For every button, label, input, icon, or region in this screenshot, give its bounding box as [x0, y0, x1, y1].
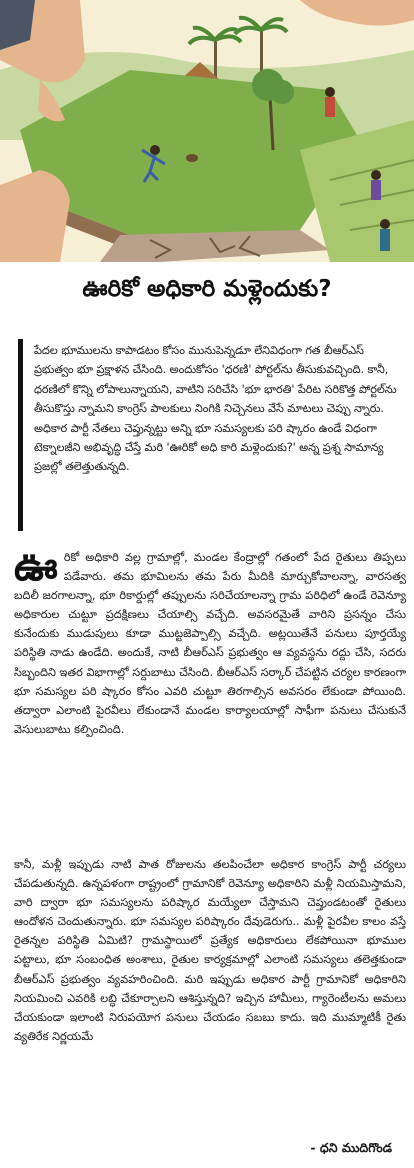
farmer-figure-icon — [380, 219, 390, 251]
article-headline: ఊరికో అధికారి మళ్లెందుకు? — [82, 276, 332, 302]
farmer-figure-icon — [371, 170, 381, 200]
article-intro: పేదల భూములను కాపాడటం కోసం మునుపెన్నడూ లేనివిధంగా గత బీఆర్‌ఎస్‌ ప్రభుత్వం భూ ప్రక్షాళన చేసింది. అందుకోసం 'ధరణి' పోర్టల్‌ను తీసుకువచ్చింది. కానీ, ధరణిలో కొన్ని లోపాలున్నాయని, వాటిని సరిచేసి 'భూ భారతి' పేరిట సరికొత్త పోర్టల్‌ను తీసుకొస్తు న్నామని కాంగ్రెస్‌ పాలకులు నింగికి నిచ్చెనలు వేసే మాటలు చెప్పు న్నారు. అధికార పార్టీ నేతలు చెప్తున్నట్టు అన్ని భూ సమస్యలకు పరి ష్కారం ఉండే విధంగా టెక్నాలజీని అభివృద్ధి చేస్తే మరి 'ఊరికో అధి కారి మళ్లెందుకు?' అన్న ప్రశ్న సామాన్య ప్రజల్లో తలెత్తుతున్నది. — [34, 344, 397, 474]
author-byline: - ధని ముదిగొండ — [310, 1140, 392, 1155]
paragraph-1-text: రికో అధికారి వల్ల గ్రామాల్లో, మండల కేంద్రాల్లో గతంలో పేద రైతులు తిప్పలు పడేవారు. తమ భూమిలను తమ పేరు మీదికి మార్చుకోవాలన్నా, వారసత్వ బదిలీ జరగాలన్నా, భూ రికార్డుల్లో తప్పులను సరిచేయాలన్నా గ్రామ పరిధిలో ఉండే రెవెన్యూ అధికారుల చుట్టూ ప్రదక్షిణలు చేయాల్సి వచ్చేది. అవసరమైతే వారిని ప్రసన్నం చేసు కునేందుకు ముడుపులు కూడా ముట్టజెప్పాల్సి వచ్చేది. అట్లయితేనే పనులు పూర్తయ్యే పరిస్థితి నాడు ఉండేది. అందుకే, నాటి బీఆర్‌ఎస్‌ ప్రభుత్వం ఆ వ్యవస్థను రద్దు చేసి, సదరు సిబ్బందిని ఇతర విభాగాల్లో సర్దుబాటు చేసింది. బీఆర్‌ఎస్‌ సర్కార్‌ చేపట్టిన చర్యల కారణంగా భూ సమస్యల పరి ష్కారం కోసం ఎవరి చుట్టూ తిరగాల్సిన అవసరం లేకుండా పోయింది. తద్వారా ఎలాంటి పైరవీలు లేకుండానే మండల కార్యాలయాల్లో సాఫీగా పనులు చేసుకునే వెసులుబాటు కల్పించింది. — [14, 551, 406, 736]
farmer-figure-icon — [325, 87, 335, 117]
hand-icon — [0, 170, 70, 262]
article-paragraph-1 — [14, 544, 406, 739]
drop-cap: ఊ — [14, 544, 58, 590]
article-illustration — [0, 0, 414, 262]
article-paragraph-2: కానీ, మళ్లీ ఇప్పుడు నాటి పాత రోజులను తలపించేలా అధికార కాంగ్రెస్‌ పార్టీ చర్యలు చేపడుతున్నది. ఉన్నపళంగా రాష్ట్రంలో గ్రామానికో రెవెన్యూ అధికారిని మళ్లీ నియమిస్తామని, వారి ద్వారా భూ సమస్యలను పరిష్కార మయ్యేలా చేస్తామని చెప్తుండటంతో రైతులు ఆందోళన చెందుతున్నారు. భూ సమస్యల పరిష్కారం దేవుడెరుగు.. మళ్లీ పైరవీల కాలం వస్తే రైతన్నల పరిస్థితి ఏమిటి? గ్రామస్థాయిలో ప్రత్యేక అధికారులు లేకపోయినా భూముల పట్టాలు, భూ సంబంధిత అంశాలు, రైతుల కార్యక్రమాల్లో ఎలాంటి సమస్యలు తలెత్తకుండా బీఆర్‌ఎస్‌ ప్రభుత్వం వ్యవహరించింది. మరి ఇప్పుడు అధికార పార్టీ గ్రామానికో అధికారిని నియమించి ఎవరికి లబ్ధి చేకూర్చాలని ఆశిస్తున్నది? ఇచ్చిన హామీలు, గ్యారెంటీలను అమలు చేయకుండా ఇలాంటి నిరుపయోగ పనులు చేయడం సబబు కాదు. ఇది ముమ్మాటికీ రైతు వ్యతిరేక నిర్ణయమే — [14, 858, 406, 1043]
